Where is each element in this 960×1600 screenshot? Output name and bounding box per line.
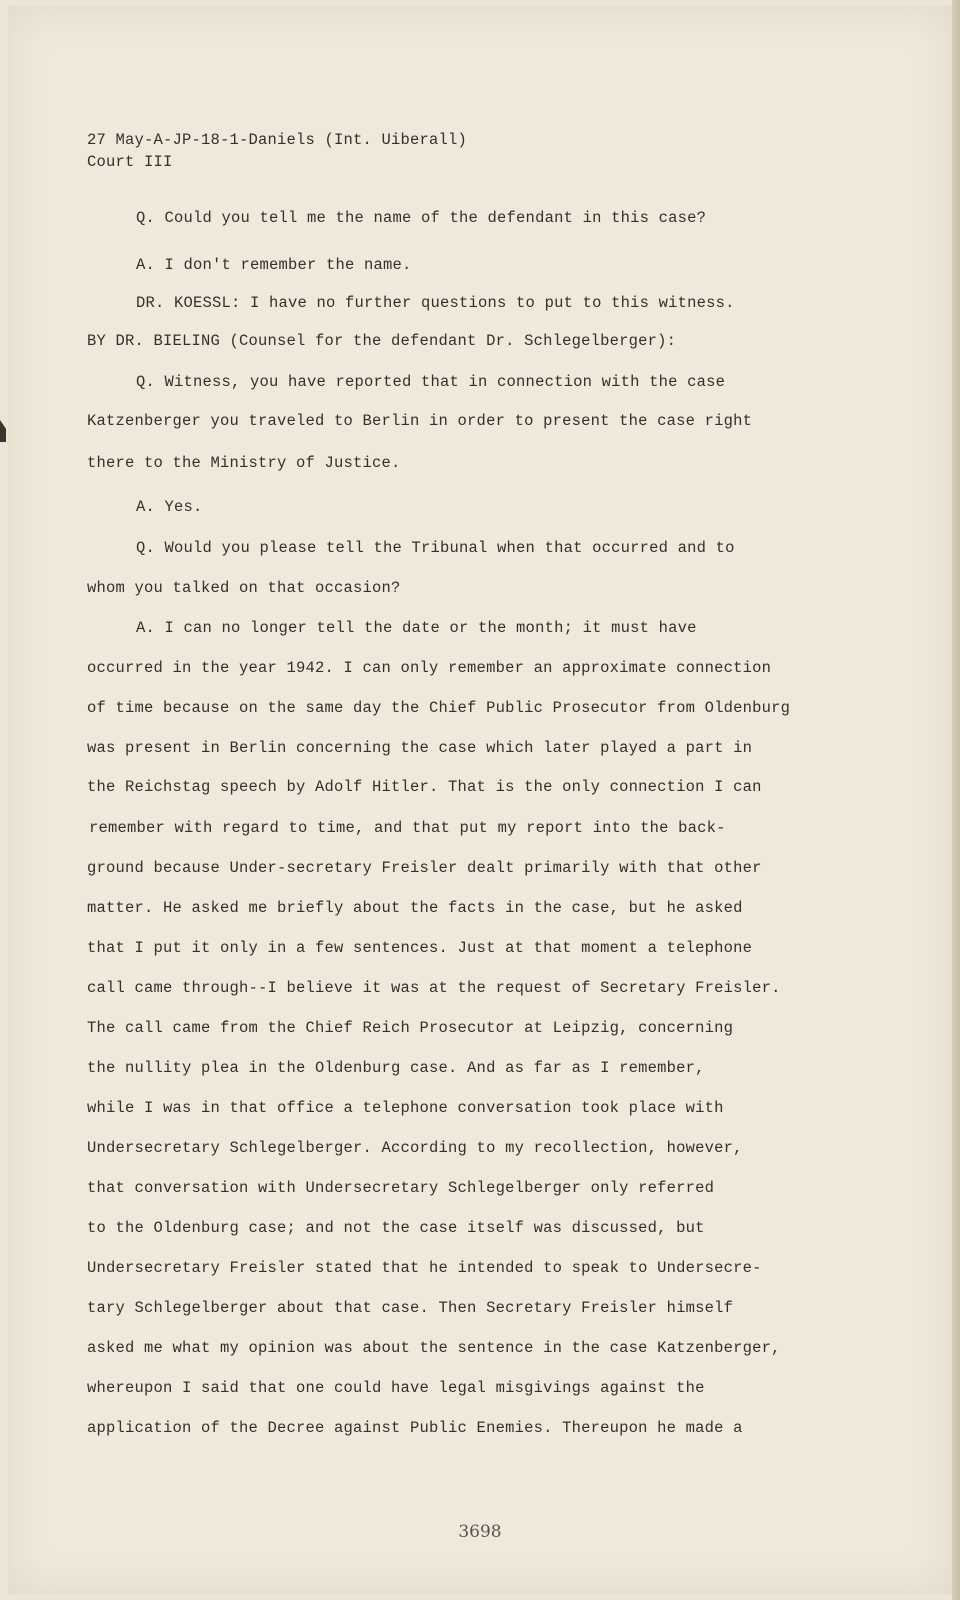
- text-line: Q. Witness, you have reported that in connection with the case: [136, 373, 726, 391]
- header-line-2: Court III: [87, 153, 173, 171]
- text-line: The call came from the Chief Reich Prosecutor at Leipzig, concerning: [87, 1019, 734, 1037]
- binder-mark: [0, 420, 6, 442]
- text-line: Katzenberger you traveled to Berlin in order to present the case right: [87, 412, 753, 430]
- text-line: occurred in the year 1942. I can only remember an approximate connection: [87, 659, 772, 677]
- text-line: that I put it only in a few sentences. Just at that moment a telephone: [87, 939, 753, 957]
- text-line: there to the Ministry of Justice.: [87, 454, 401, 472]
- text-line: that conversation with Undersecretary Schlegelberger only referred: [87, 1179, 715, 1197]
- text-line: whom you talked on that occasion?: [87, 579, 401, 597]
- text-line: the nullity plea in the Oldenburg case. And as far as I remember,: [87, 1059, 705, 1077]
- text-line: call came through--I believe it was at the request of Secretary Freisler.: [87, 979, 781, 997]
- text-line: to the Oldenburg case; and not the case itself was discussed, but: [87, 1219, 705, 1237]
- text-line: tary Schlegelberger about that case. Then Secretary Freisler himself: [87, 1299, 734, 1317]
- text-line: A. I don't remember the name.: [136, 256, 412, 274]
- text-line: remember with regard to time, and that put my report into the back-: [89, 819, 726, 837]
- text-line: matter. He asked me briefly about the facts in the case, but he asked: [87, 899, 743, 917]
- text-line: ground because Under-secretary Freisler dealt primarily with that other: [87, 859, 762, 877]
- text-line: A. I can no longer tell the date or the month; it must have: [136, 619, 697, 637]
- header-line-1: 27 May-A-JP-18-1-Daniels (Int. Uiberall): [87, 131, 468, 149]
- text-line: Q. Would you please tell the Tribunal when that occurred and to: [136, 539, 735, 557]
- text-line: Undersecretary Freisler stated that he intended to speak to Undersecre-: [87, 1259, 762, 1277]
- text-line: DR. KOESSL: I have no further questions to put to this witness.: [136, 294, 735, 312]
- text-line: Undersecretary Schlegelberger. According to my recollection, however,: [87, 1139, 743, 1157]
- text-line: while I was in that office a telephone conversation took place with: [87, 1099, 724, 1117]
- text-line: the Reichstag speech by Adolf Hitler. That is the only connection I can: [87, 778, 762, 796]
- text-line: of time because on the same day the Chief Public Prosecutor from Oldenburg: [87, 699, 791, 717]
- text-line: Q. Could you tell me the name of the defendant in this case?: [136, 209, 707, 227]
- page-number: 3698: [458, 1522, 502, 1542]
- text-line: A. Yes.: [136, 498, 203, 516]
- text-line: whereupon I said that one could have legal misgivings against the: [87, 1379, 705, 1397]
- text-line: was present in Berlin concerning the case which later played a part in: [87, 739, 753, 757]
- text-line: BY DR. BIELING (Counsel for the defendant Dr. Schlegelberger):: [87, 332, 677, 350]
- text-line: application of the Decree against Public Enemies. Thereupon he made a: [87, 1419, 743, 1437]
- text-line: asked me what my opinion was about the sentence in the case Katzenberger,: [87, 1339, 781, 1357]
- page-edge: [952, 0, 960, 1600]
